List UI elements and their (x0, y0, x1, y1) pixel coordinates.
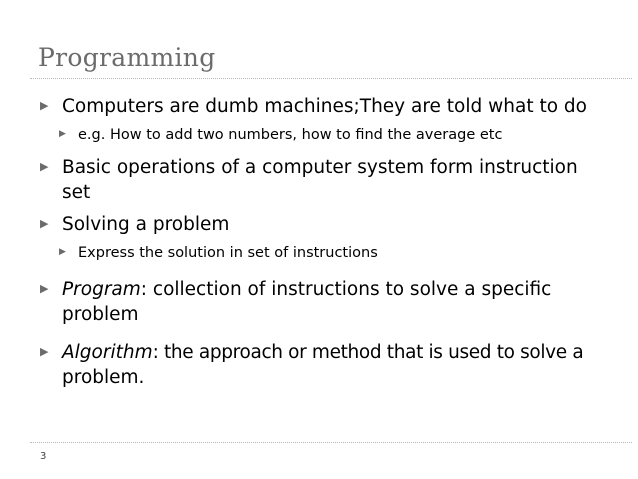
bullet-item-algorithm (40, 340, 583, 390)
bullet-text-line: Basic operations of a computer system form instruction (62, 157, 578, 178)
bullet-item-computers (40, 94, 587, 119)
triangle-right-icon: ▶ (59, 129, 66, 139)
bullet-text (62, 155, 578, 205)
bullet-text-line (62, 277, 551, 302)
bullet-item-basic-operations (40, 155, 578, 205)
triangle-right-icon: ▶ (59, 247, 66, 257)
footer-divider (30, 442, 632, 443)
triangle-right-icon: ▶ (40, 345, 49, 358)
bullet-text: Computers are dumb machines;They are told what to do (62, 96, 587, 117)
triangle-right-icon: ▶ (40, 99, 49, 112)
term-program: Program (62, 279, 141, 300)
definition-text: : collection of instructions to solve a specific (140, 279, 552, 300)
bullet-text: Express the solution in set of instructions (78, 245, 378, 261)
slide-title: Programming (38, 43, 216, 72)
bullet-text-line: set (62, 182, 91, 203)
bullet-text (62, 277, 551, 327)
bullet-item-program (40, 277, 551, 327)
term-algorithm: Algorithm (62, 342, 153, 363)
bullet-text-line (62, 340, 583, 365)
bullet-item-express (59, 243, 378, 263)
triangle-right-icon: ▶ (40, 160, 49, 173)
bullet-item-solving (40, 212, 229, 237)
bullet-item-example (59, 125, 502, 145)
bullet-text-line: problem (62, 304, 139, 325)
bullet-text: e.g. How to add two numbers, how to find the average etc (78, 127, 503, 143)
bullet-text-line: problem. (62, 367, 145, 388)
bullet-text: Solving a problem (62, 214, 230, 235)
definition-text: : the approach or method that is used to solve a (152, 342, 584, 363)
triangle-right-icon: ▶ (40, 282, 49, 295)
page-number: 3 (40, 451, 47, 462)
bullet-text (62, 340, 583, 390)
triangle-right-icon: ▶ (40, 217, 49, 230)
